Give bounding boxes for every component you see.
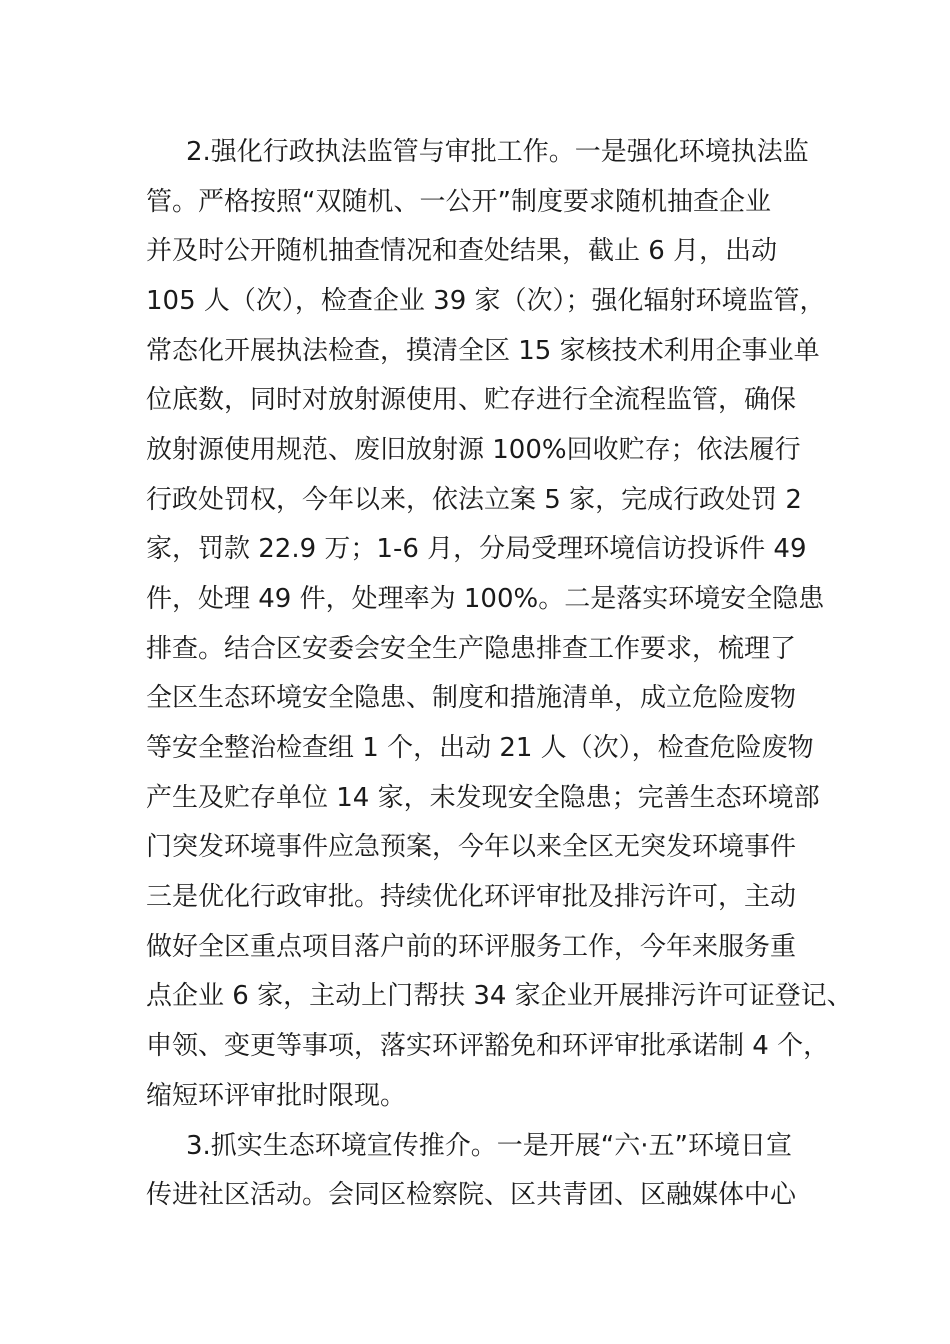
paragraph-1-line-10: 件，处理 49 件，处理率为 100%。二是落实环境安全隐患 xyxy=(146,584,825,614)
paragraph-1-line-8: 行政处罚权，今年以来，依法立案 5 家，完成行政处罚 2 xyxy=(146,485,802,515)
paragraph-1-line-7: 放射源使用规范、废旧放射源 100%回收贮存；依法履行 xyxy=(146,435,801,465)
paragraph-1-line-19: 申领、变更等事项，落实环评豁免和环评审批承诺制 4 个， xyxy=(146,1031,830,1061)
paragraph-2-line-2: 传进社区活动。会同区检察院、区共青团、区融媒体中心 xyxy=(146,1180,797,1210)
paragraph-1-line-14: 产生及贮存单位 14 家，未发现安全隐患；完善生态环境部 xyxy=(146,783,820,813)
paragraph-1-line-5: 常态化开展执法检查，摸清全区 15 家核技术利用企事业单 xyxy=(146,336,820,366)
paragraph-1-line-4: 105 人（次），检查企业 39 家（次）；强化辐射环境监管， xyxy=(146,286,826,316)
paragraph-1-line-12: 全区生态环境安全隐患、制度和措施清单，成立危险废物 xyxy=(146,683,797,713)
paragraph-1-line-1: 2.强化行政执法监管与审批工作。一是强化环境执法监 xyxy=(186,137,809,167)
paragraph-1-line-2: 管。严格按照“双随机、一公开”制度要求随机抽查企业 xyxy=(146,187,771,217)
paragraph-1-line-6: 位底数，同时对放射源使用、贮存进行全流程监管，确保 xyxy=(146,385,797,415)
paragraph-1-line-3: 并及时公开随机抽查情况和查处结果，截止 6 月，出动 xyxy=(146,236,778,266)
paragraph-1-line-9: 家，罚款 22.9 万；1-6 月，分局受理环境信访投诉件 49 xyxy=(146,534,807,564)
paragraph-1-line-16: 三是优化行政审批。持续优化环评审批及排污许可，主动 xyxy=(146,882,797,912)
paragraph-1-line-11: 排查。结合区安委会安全生产隐患排查工作要求，梳理了 xyxy=(146,634,797,664)
paragraph-1-line-20: 缩短环评审批时限现。 xyxy=(146,1081,407,1111)
paragraph-2-line-1: 3.抓实生态环境宣传推介。一是开展“六·五”环境日宣 xyxy=(186,1131,793,1161)
paragraph-1-line-18: 点企业 6 家，主动上门帮扶 34 家企业开展排污许可证登记、 xyxy=(146,981,853,1011)
paragraph-1-line-17: 做好全区重点项目落户前的环评服务工作，今年来服务重 xyxy=(146,932,797,962)
paragraph-1-line-15: 门突发环境事件应急预案，今年以来全区无突发环境事件 xyxy=(146,832,797,862)
paragraph-1-line-13: 等安全整治检查组 1 个，出动 21 人（次），检查危险废物 xyxy=(146,733,814,763)
